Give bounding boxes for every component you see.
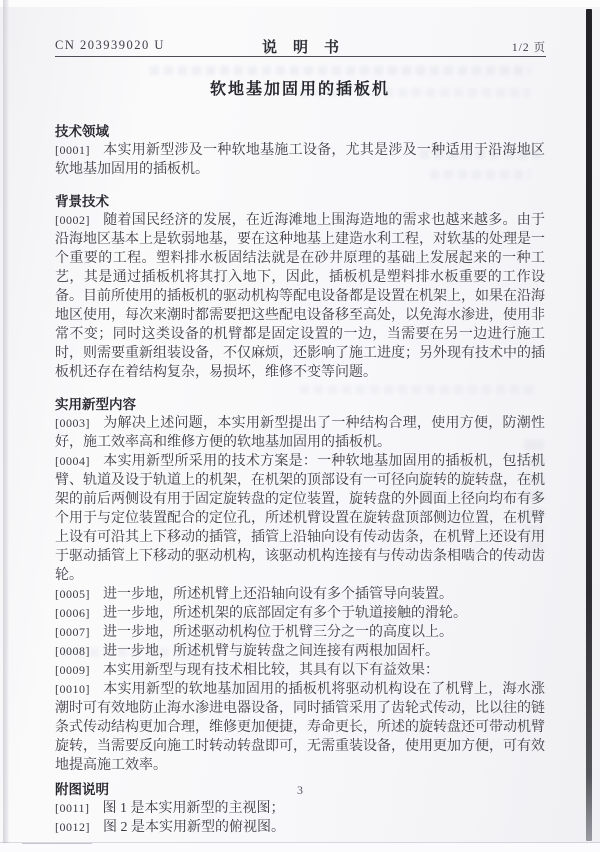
document-type-title: 说明书 — [261, 39, 355, 56]
invention-title: 软地基加固用的插板机 — [209, 81, 390, 98]
paragraph-number: [0009] — [55, 663, 90, 677]
paragraph-0006 — [55, 604, 545, 623]
paragraph-number: [0012] — [55, 820, 90, 834]
paragraph-0007 — [55, 623, 545, 642]
paragraph-0005 — [55, 585, 545, 604]
paragraph-text: 本实用新型的软地基加固用的插板机将驱动机构设在了机臂上，海水涨潮时可有效地防止海水渗进电器设备，同时插管采用了齿轮式传动，比以往的链条式传动结构更加合理，维修更加便捷，寿命更长，所述的旋转盘还可带动机臂旋转，当需要反向施工时转动转盘即可，无需重装设备，使用更加方便，可有效地提高施工效率。 — [55, 682, 545, 773]
sheet-number: 3 — [297, 783, 303, 797]
paragraph-text: 图 1 是本实用新型的主视图； — [102, 801, 285, 816]
paragraph-number: [0005] — [55, 587, 90, 601]
paragraph-number: [0011] — [55, 801, 90, 815]
paragraph-number: [0007] — [55, 625, 90, 639]
paragraph-text: 本实用新型涉及一种软地基施工设备，尤其是涉及一种适用于沿海地区软地基加固用的插板机。 — [55, 143, 545, 177]
section-heading-background-art: 背景技术 — [55, 194, 109, 209]
paragraph-number: [0002] — [55, 213, 90, 227]
paragraph-0010 — [55, 680, 545, 775]
paragraph-0001 — [55, 141, 545, 179]
page-indicator: 1/2 页 — [511, 42, 546, 54]
paragraph-text: 为解决上述问题，本实用新型提出了一种结构合理，使用方便，防潮性好，施工效率高和维修方便的软地基加固用的插板机。 — [55, 416, 545, 450]
paragraph-text: 随着国民经济的发展，在近海滩地上围海造地的需求也越来越多。由于沿海地区基本上是软弱地基，要在这种地基上建造水利工程，对软基的处理是一个重要的工程。塑料排水板固结法就是在砂井原理的基础上发展起来的一种工艺，其是通过插板机将其打入地下，因此，插板机是塑料排水板重要的工作设备。目前所使用的插板机的驱动机构等配电设备都是设置在机架上，如果在沿海地区使用，每次来潮时都需要把这些配电设备移至高处，以免海水渗进，使用非常不变；同时这类设备的机臂都是固定设置的一边，当需要在另一边进行施工时，则需要重新组装设备，不仅麻烦，还影响了施工进度；另外现有技术中的插板机还存在着结构复杂，易损坏，维修不变等问题。 — [55, 213, 545, 380]
scan-edge-bottom — [0, 843, 600, 852]
scan-edge-right — [586, 9, 592, 841]
publication-number: CN 203939020 U — [55, 38, 165, 52]
paragraph-number: [0006] — [55, 606, 90, 620]
paragraph-0004 — [55, 452, 545, 585]
paragraph-0003 — [55, 414, 545, 452]
paragraph-0012 — [55, 818, 545, 837]
scan-edge-artifact — [22, 843, 92, 844]
paragraph-0011 — [55, 799, 545, 818]
paragraph-text: 进一步地，所述机臂与旋转盘之间连接有两根加固杆。 — [103, 644, 439, 659]
paragraph-text: 进一步地，所述机架的底部固定有多个于轨道接触的滑轮。 — [103, 606, 467, 621]
paragraph-text: 图 2 是本实用新型的俯视图。 — [103, 820, 285, 835]
paragraph-0002 — [55, 211, 545, 382]
paragraph-text: 本实用新型与现有技术相比较，其具有以下有益效果： — [103, 663, 439, 678]
paragraph-0008 — [55, 642, 545, 661]
paragraph-number: [0001] — [55, 143, 90, 157]
section-heading-technical-field: 技术领域 — [55, 124, 109, 139]
paragraph-number: [0010] — [55, 682, 90, 696]
paragraph-number: [0008] — [55, 644, 90, 658]
paragraph-number: [0004] — [55, 454, 90, 468]
paragraph-text: 进一步地，所述机臂上还沿轴向设有多个插管导向装置。 — [103, 587, 453, 602]
paragraph-text: 进一步地，所述驱动机构位于机臂三分之一的高度以上。 — [103, 625, 453, 640]
paragraph-0009 — [55, 661, 545, 680]
section-heading-utility-model-content: 实用新型内容 — [55, 397, 136, 412]
paragraph-number: [0003] — [55, 416, 90, 430]
scan-edge-left — [3, 0, 9, 852]
section-heading-brief-description-of-drawings: 附图说明 — [55, 782, 109, 797]
paragraph-text: 本实用新型所采用的技术方案是：一种软地基加固用的插板机，包括机臂、轨道及设于轨道上的机架，在机架的顶部设有一可径向旋转的旋转盘，在机架的前后两侧设有用于固定旋转盘的定位装置，旋转盘的外圆面上径向均布有多个用于与定位装置配合的定位孔，所述机臂设置在旋转盘顶部侧边位置，在机臂上设有可沿其上下移动的插管，插管上沿轴向设有传动齿条，在机臂上还设有用于驱动插管上下移动的驱动机构，该驱动机构连接有与传动齿条相啮合的传动齿轮。 — [55, 454, 545, 583]
document-body — [55, 0, 545, 837]
